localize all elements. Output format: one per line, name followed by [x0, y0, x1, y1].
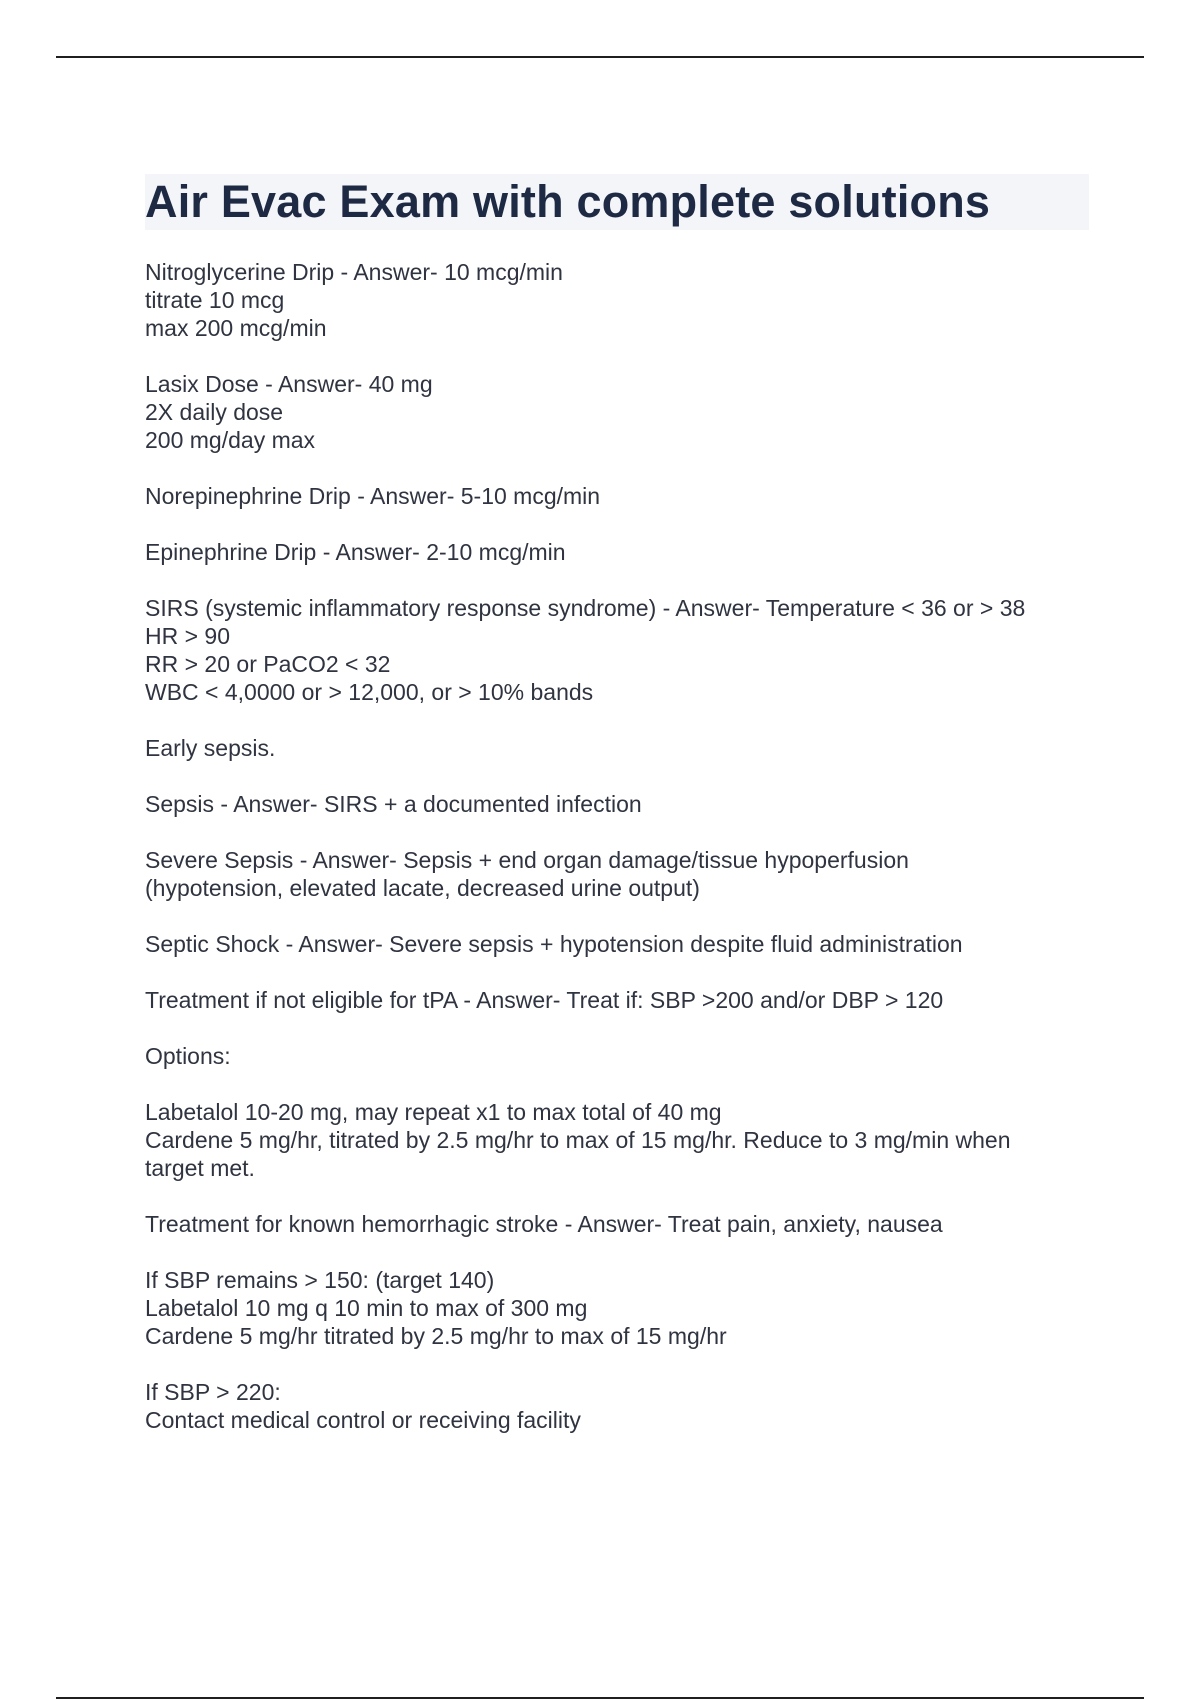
entry-line: Nitroglycerine Drip - Answer- 10 mcg/min	[145, 259, 563, 285]
entry-line: Options:	[145, 1043, 231, 1069]
qa-entry	[145, 1098, 1089, 1182]
qa-entry	[145, 482, 1089, 510]
qa-entry	[145, 1378, 1089, 1434]
entry-line: SIRS (systemic inflammatory response syndrome) - Answer- Temperature < 36 or > 38	[145, 595, 1026, 621]
entry-line: Severe Sepsis - Answer- Sepsis + end organ damage/tissue hypoperfusion	[145, 847, 909, 873]
entry-line: WBC < 4,0000 or > 12,000, or > 10% bands	[145, 679, 594, 705]
entry-line: If SBP > 220:	[145, 1379, 281, 1405]
entry-line: HR > 90	[145, 623, 231, 649]
bottom-divider	[56, 1697, 1144, 1699]
qa-entry	[145, 538, 1089, 566]
entry-line: Cardene 5 mg/hr titrated by 2.5 mg/hr to max of 15 mg/hr	[145, 1323, 727, 1349]
page-title: Air Evac Exam with complete solutions	[145, 174, 1089, 230]
qa-entry	[145, 734, 1089, 762]
entry-line: RR > 20 or PaCO2 < 32	[145, 651, 391, 677]
qa-entry	[145, 594, 1089, 706]
entry-line: titrate 10 mcg	[145, 287, 285, 313]
entry-line: target met.	[145, 1155, 255, 1181]
qa-entry	[145, 1042, 1089, 1070]
entry-line: Treatment for known hemorrhagic stroke - Answer- Treat pain, anxiety, nausea	[145, 1211, 943, 1237]
entry-line: (hypotension, elevated lacate, decreased urine output)	[145, 875, 700, 901]
entry-line: Epinephrine Drip - Answer- 2-10 mcg/min	[145, 539, 566, 565]
entry-line: 200 mg/day max	[145, 427, 316, 453]
entry-line: max 200 mcg/min	[145, 315, 327, 341]
entry-line: Labetalol 10 mg q 10 min to max of 300 mg	[145, 1295, 588, 1321]
document-body	[145, 174, 1089, 1462]
entry-line: If SBP remains > 150: (target 140)	[145, 1267, 495, 1293]
entry-line: Lasix Dose - Answer- 40 mg	[145, 371, 433, 397]
entry-line: Contact medical control or receiving facility	[145, 1407, 581, 1433]
qa-entry	[145, 930, 1089, 958]
qa-entry	[145, 1266, 1089, 1350]
entry-line: Septic Shock - Answer- Severe sepsis + hypotension despite fluid administration	[145, 931, 963, 957]
qa-entry	[145, 790, 1089, 818]
qa-entry	[145, 258, 1089, 342]
entry-line: Labetalol 10-20 mg, may repeat x1 to max total of 40 mg	[145, 1099, 722, 1125]
entry-line: Treatment if not eligible for tPA - Answer- Treat if: SBP >200 and/or DBP > 120	[145, 987, 944, 1013]
entry-line: Cardene 5 mg/hr, titrated by 2.5 mg/hr to max of 15 mg/hr. Reduce to 3 mg/min when	[145, 1127, 1011, 1153]
entry-line: Sepsis - Answer- SIRS + a documented infection	[145, 791, 642, 817]
entry-line: 2X daily dose	[145, 399, 284, 425]
entry-line: Norepinephrine Drip - Answer- 5-10 mcg/min	[145, 483, 601, 509]
qa-entry	[145, 370, 1089, 454]
qa-entry	[145, 1210, 1089, 1238]
top-divider	[56, 56, 1144, 58]
qa-entry	[145, 846, 1089, 902]
qa-entry	[145, 986, 1089, 1014]
entry-line: Early sepsis.	[145, 735, 276, 761]
